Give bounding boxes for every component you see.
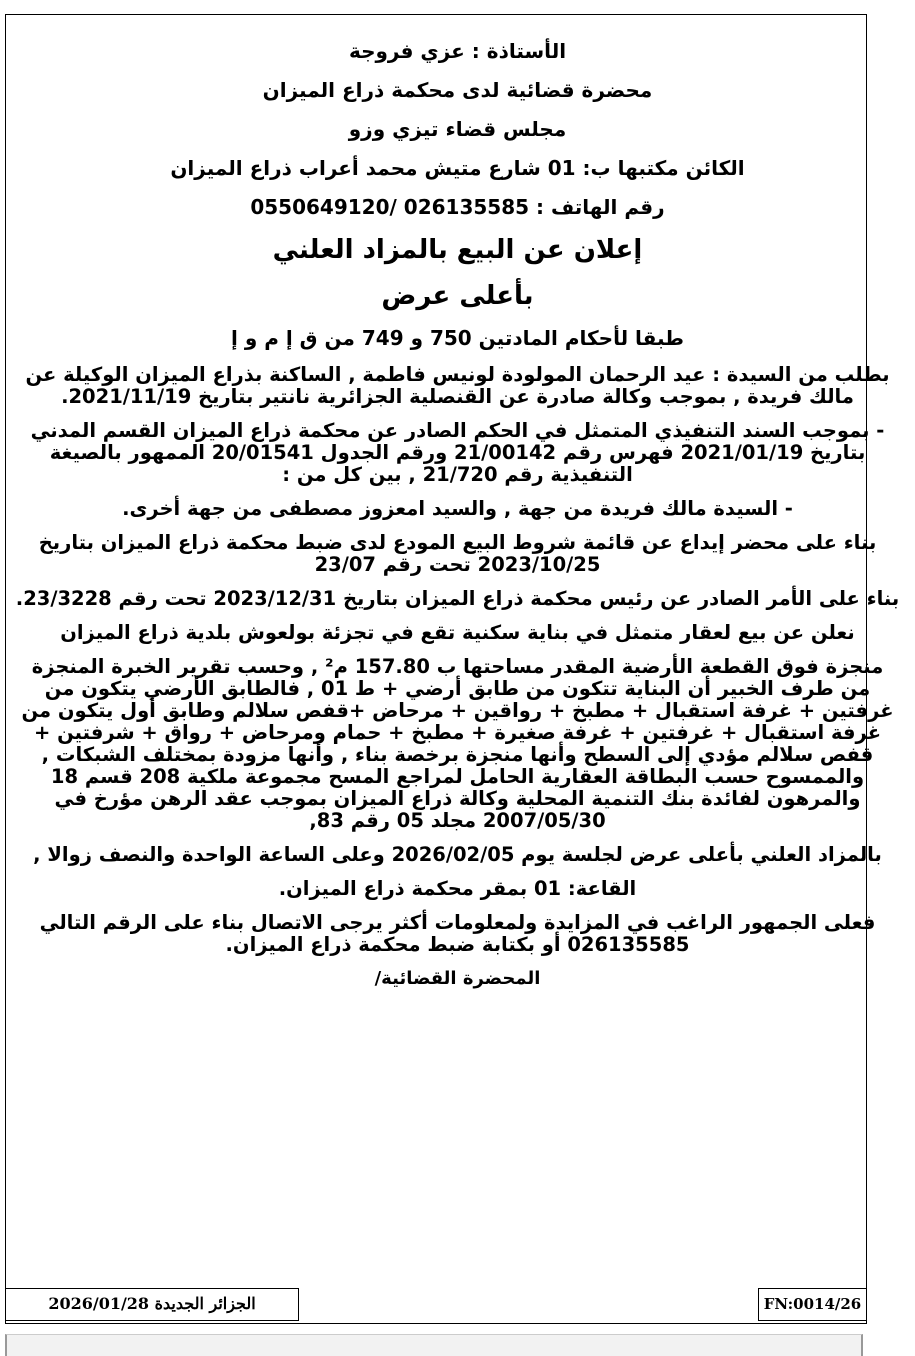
paragraph-hall: القاعة: 01 بمقر محكمة ذراع الميزان.: [278, 877, 637, 900]
signature: المحضرة القضائية/: [374, 968, 541, 989]
paragraph-order: بناء على الأمر الصادر عن رئيس محكمة ذراع الميزان بتاريخ 2023/12/31 تحت رقم 23/3228.: [15, 587, 900, 610]
office-title: محضرة قضائية لدى محكمة ذراع الميزان: [262, 78, 653, 102]
paragraph-description: منجزة فوق القطعة الأرضية المقدر مساحتها ب 157.80 م² , وحسب تقرير الخبرة المنجزة من طرف الخبير أن البناية تتكون من طابق أرضي + ط 01 , فالطابق الأرضي يتكون من غرفتين + غرفة استقبال + مطبخ + رواقين + مرحاض +قفص سلالم وطابق أول يتكون من غرفة استقبال + غرفتين + غرفة صغيرة + مطبخ + حمام ومرحاض + رواق + شرفتين + قفص سلالم مؤدي إلى السطح وأنها منجزة برخصة بناء , وأنها مزودة بمختلف الشبكات , والممسوح حسب البطاقة العقارية الحامل لمراجع المسح مجموعة ملكية 208 قسم 18 والمرهون لفائدة بنك التنمية المحلية وكالة ذراع الميزان بموجب عقد الرهن مؤرخ في 2007/05/30 مجلد 05 رقم 83,: [21, 655, 894, 832]
bottom-strip: [5, 1334, 863, 1356]
newspaper-date-box: الجزائر الجديدة 2026/01/28: [5, 1288, 299, 1321]
announcement-content: [14, 38, 901, 990]
paragraph-contact: فعلى الجمهور الراغب في المزايدة ولمعلومات أكثر يرجى الاتصال بناء على الرقم التالي 026135585 أو بكتابة ضبط محكمة ذراع الميزان.: [39, 911, 876, 956]
file-number-box: FN:0014/26: [758, 1288, 867, 1321]
office-address: الكائن مكتبها ب: 01 شارع متيش محمد أعراب ذراع الميزان: [170, 156, 745, 180]
lawyer-name: الأستاذة : عزي فروجة: [348, 39, 567, 63]
phone-numbers: رقم الهاتف : 026135585 /0550649120: [250, 195, 665, 219]
council-name: مجلس قضاء تيزي وزو: [348, 117, 567, 141]
paragraph-property: نعلن عن بيع لعقار متمثل في بناية سكنية تقع في تجزئة بولعوش بلدية ذراع الميزان: [60, 621, 855, 644]
paragraph-auction-date: بالمزاد العلني بأعلى عرض لجلسة يوم 2026/02/05 وعلى الساعة الواحدة والنصف زوالا ,: [33, 843, 882, 866]
legal-basis: طبقا لأحكام المادتين 750 و 749 من ق إ م و إ: [231, 326, 684, 350]
paragraph-parties: - السيدة مالك فريدة من جهة , والسيد امعزوز مصطفى من جهة أخرى.: [122, 497, 793, 520]
paragraph-requester: بطلب من السيدة : عيد الرحمان المولودة لونيس فاطمة , الساكنة بذراع الميزان الوكيلة عن مالك فريدة , بموجب وكالة صادرة عن القنصلية الجزائرية نانتير بتاريخ 2021/11/19.: [25, 363, 890, 408]
announcement-subtitle: بأعلى عرض: [381, 281, 534, 311]
announcement-title: إعلان عن البيع بالمزاد العلني: [272, 235, 643, 265]
paragraph-deposit: بناء على محضر إيداع عن قائمة شروط البيع المودع لدى ضبط محكمة ذراع الميزان بتاريخ 2023/10/25 تحت رقم 23/07: [38, 531, 877, 576]
paragraph-enforcement-title: - بموجب السند التنفيذي المتمثل في الحكم الصادر عن محكمة ذراع الميزان القسم المدني بتاريخ 2021/01/19 فهرس رقم 21/00142 ورقم الجدول 20/01541 الممهور بالصيغة التنفيذية رقم 21/720 , بين كل من :: [30, 419, 885, 486]
